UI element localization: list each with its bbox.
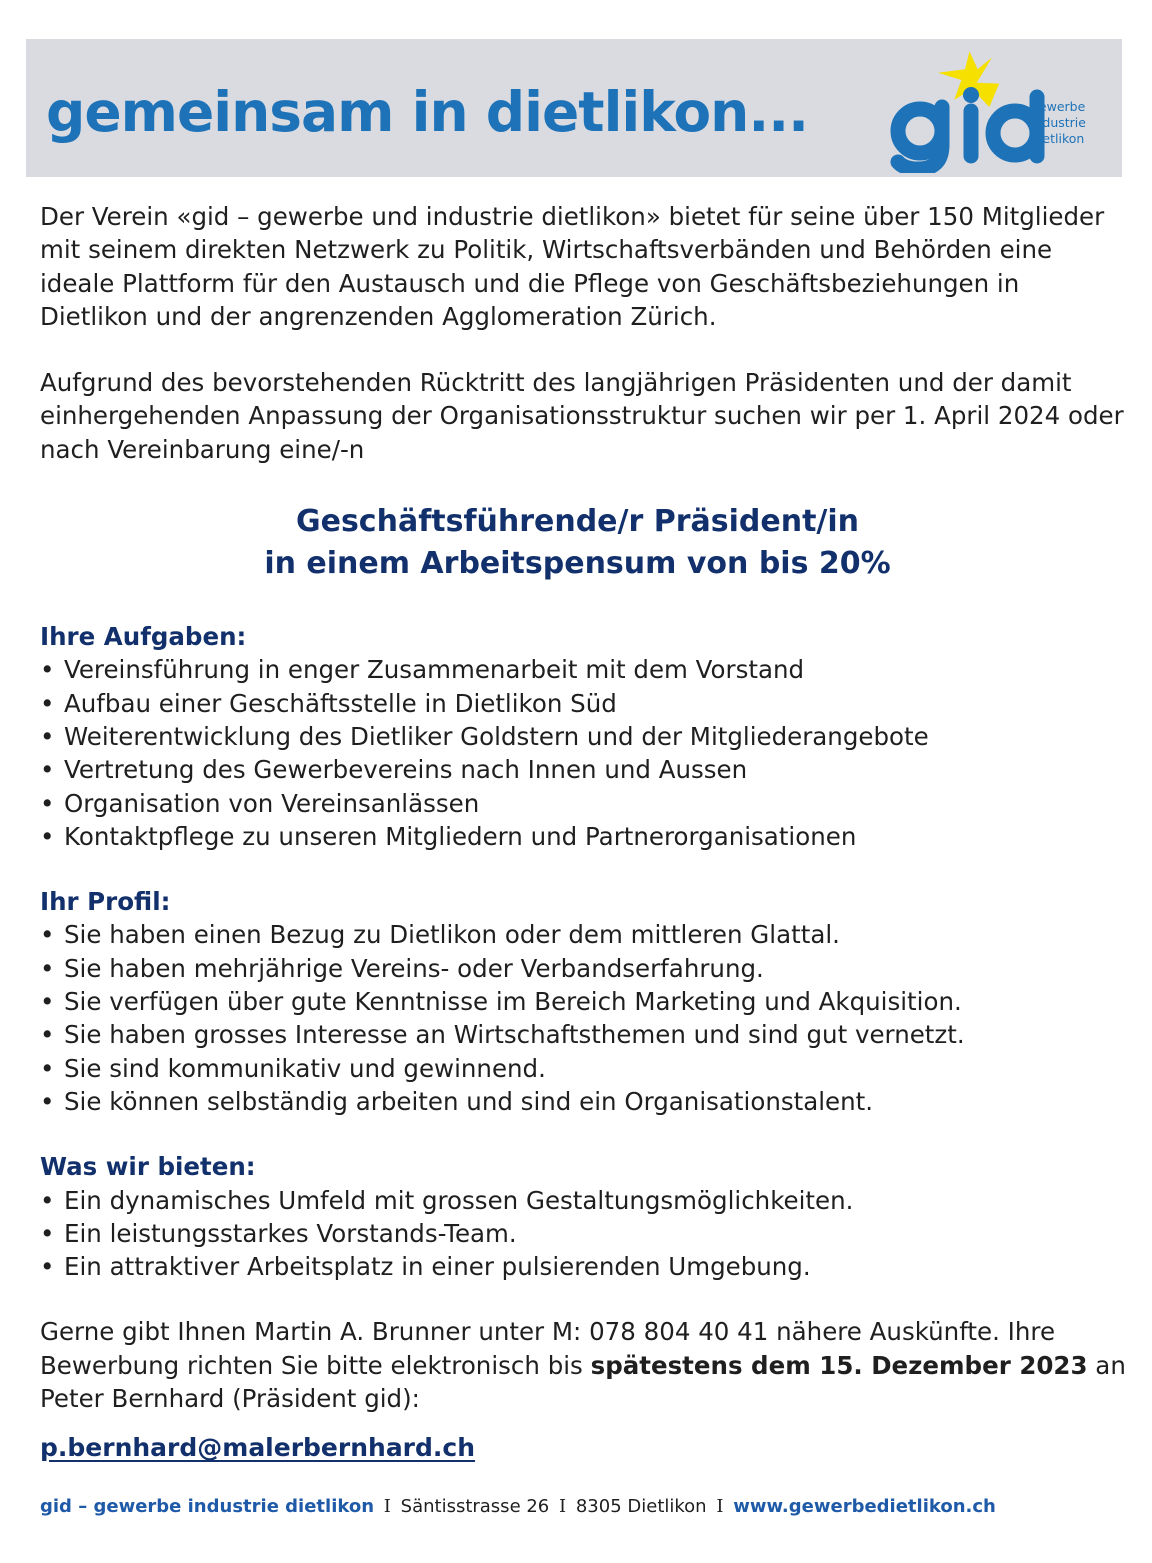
list-item: • Ein dynamisches Umfeld mit grossen Gestaltungsmöglichkeiten. xyxy=(40,1184,1130,1217)
footer-separator: I xyxy=(716,1496,724,1517)
list-item: • Weiterentwicklung des Dietliker Goldstern und der Mitgliederangebote xyxy=(40,720,1130,753)
logo-sub-line: dietlikon xyxy=(1031,131,1085,146)
list-item: • Vertretung des Gewerbevereins nach Innen und Aussen xyxy=(40,753,1130,786)
list-item: • Vereinsführung in enger Zusammenarbeit mit dem Vorstand xyxy=(40,653,1130,686)
list-item: • Sie haben grosses Interesse an Wirtschaftsthemen und sind gut vernetzt. xyxy=(40,1018,1130,1051)
profil-list xyxy=(40,918,1130,1118)
position-title-line-1: Geschäftsführende/r Präsident/in xyxy=(295,504,860,540)
position-title xyxy=(40,501,1115,585)
contact-text-2: an Peter Bernhard (Präsident gid): xyxy=(40,1350,1126,1414)
footer-separator: I xyxy=(559,1496,567,1517)
list-item: • Ein leistungsstarkes Vorstands-Team. xyxy=(40,1217,1130,1250)
logo-subtitle xyxy=(1031,99,1086,147)
list-item: • Sie verfügen über gute Kenntnisse im Bereich Marketing und Akquisition. xyxy=(40,985,1130,1018)
section-title-profil: Ihr Profil: xyxy=(40,887,171,917)
aufgaben-list xyxy=(40,653,1130,853)
main-content xyxy=(40,200,1130,1465)
list-item: • Kontaktpflege zu unseren Mitgliedern und Partnerorganisationen xyxy=(40,820,1130,853)
footer-address: Säntisstrasse 26 xyxy=(400,1496,550,1517)
list-item: • Sie können selbständig arbeiten und sind ein Organisationstalent. xyxy=(40,1085,1130,1118)
contact-text-1: Gerne gibt Ihnen Martin A. Brunner unter M: 078 804 40 41 nähere Auskünfte. Ihre Bewerbung richten Sie bitte elektronisch bis xyxy=(40,1317,1056,1380)
list-item: • Sie haben mehrjährige Vereins- oder Verbandserfahrung. xyxy=(40,952,1130,985)
intro-paragraph-1: Der Verein «gid – gewerbe und industrie dietlikon» bietet für seine über 150 Mitglieder mit seinem direkten Netzwerk zu Politik, Wirtschaftsverbänden und Behörden eine ideale Plattform für den Austausch und die Pflege von Geschäftsbeziehungen in Dietlikon und der angrenzenden Agglomeration Zürich. xyxy=(40,202,1105,331)
bieten-list xyxy=(40,1184,1130,1284)
footer-website-link[interactable]: www.gewerbedietlikon.ch xyxy=(733,1496,996,1517)
list-item: • Aufbau einer Geschäftsstelle in Dietlikon Süd xyxy=(40,687,1130,720)
list-item: • Organisation von Vereinsanlässen xyxy=(40,787,1130,820)
header-tagline: gemeinsam in dietlikon... xyxy=(46,80,808,144)
intro-paragraph-2: Aufgrund des bevorstehenden Rücktritt des langjährigen Präsidenten und der damit einhergehenden Anpassung der Organisationsstruktur suchen wir per 1. April 2024 oder nach Vereinbarung eine/-n xyxy=(40,368,1124,464)
contact-email-link[interactable]: p.bernhard@malerbernhard.ch xyxy=(40,1433,476,1463)
application-deadline: spätestens dem 15. Dezember 2023 xyxy=(590,1350,1088,1380)
contact-paragraph xyxy=(40,1315,1130,1415)
footer-city: 8305 Dietlikon xyxy=(575,1496,707,1517)
list-item: • Ein attraktiver Arbeitsplatz in einer pulsierenden Umgebung. xyxy=(40,1250,1130,1283)
section-title-aufgaben: Ihre Aufgaben: xyxy=(40,622,247,652)
footer xyxy=(40,1495,996,1519)
logo-sub-line: industrie xyxy=(1031,115,1086,130)
logo-sub-line: gewerbe xyxy=(1031,99,1086,114)
position-title-line-2: in einem Arbeitspensum von bis 20% xyxy=(264,546,891,582)
section-title-bieten: Was wir bieten: xyxy=(40,1152,256,1182)
list-item: • Sie sind kommunikativ und gewinnend. xyxy=(40,1052,1130,1085)
footer-org-name: gid – gewerbe industrie dietlikon xyxy=(40,1496,375,1517)
footer-separator: I xyxy=(383,1496,391,1517)
header-banner xyxy=(26,39,1122,177)
list-item: • Sie haben einen Bezug zu Dietlikon oder dem mittleren Glattal. xyxy=(40,918,1130,951)
